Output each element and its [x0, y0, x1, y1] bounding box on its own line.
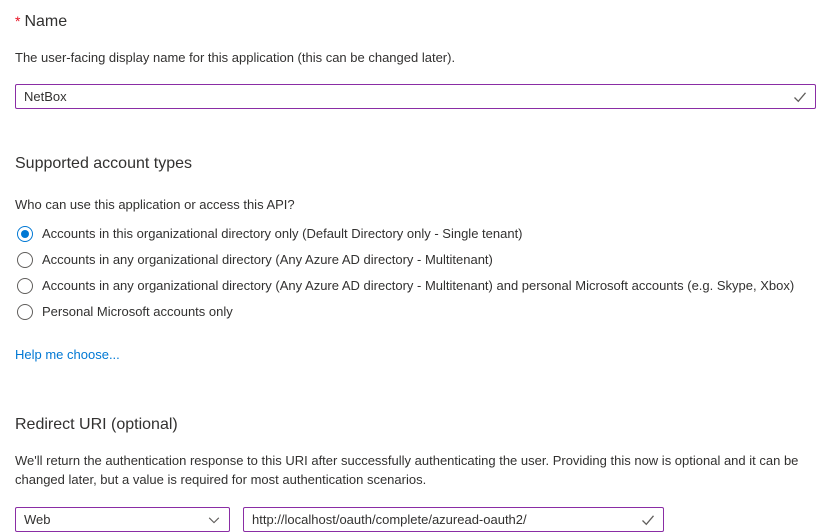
account-type-options	[15, 226, 816, 320]
option-label: Personal Microsoft accounts only	[42, 304, 233, 319]
account-types-heading: Supported account types	[15, 155, 193, 172]
radio-button[interactable]	[17, 252, 33, 268]
option-label: Accounts in this organizational directory only (Default Directory only - Single tenant)	[42, 226, 523, 241]
option-label: Accounts in any organizational directory (Any Azure AD directory - Multitenant)	[42, 252, 493, 267]
radio-button[interactable]	[17, 226, 33, 242]
chevron-down-icon	[207, 513, 221, 527]
required-asterisk: *	[15, 13, 21, 29]
account-type-option[interactable]	[17, 278, 816, 294]
redirect-uri-row	[15, 507, 816, 532]
redirect-uri-heading: Redirect URI (optional)	[15, 416, 178, 433]
account-types-question: Who can use this application or access this API?	[15, 197, 295, 212]
radio-button[interactable]	[17, 278, 33, 294]
radio-button[interactable]	[17, 304, 33, 320]
platform-select[interactable]	[15, 507, 230, 532]
name-label: Name	[24, 13, 68, 30]
redirect-uri-input[interactable]	[243, 507, 664, 532]
option-label: Accounts in any organizational directory (Any Azure AD directory - Multitenant) and personal Microsoft accounts (e.g. Skype, Xbox)	[42, 278, 795, 293]
redirect-uri-input-wrap	[243, 507, 664, 532]
help-me-choose-link[interactable]: Help me choose...	[15, 347, 120, 362]
name-input[interactable]	[15, 84, 816, 109]
name-description: The user-facing display name for this application (this can be changed later).	[15, 50, 456, 65]
account-type-option[interactable]	[17, 226, 816, 242]
name-section-heading	[15, 11, 816, 32]
name-input-wrap	[15, 84, 816, 109]
account-type-option[interactable]	[17, 252, 816, 268]
redirect-uri-description: We'll return the authentication response to this URI after successfully authenticating the user. Providing this now is optional and it can be changed later, but a value is required for most authentication scenarios.	[15, 453, 799, 487]
account-type-option[interactable]	[17, 304, 816, 320]
platform-select-value: Web	[24, 512, 51, 527]
